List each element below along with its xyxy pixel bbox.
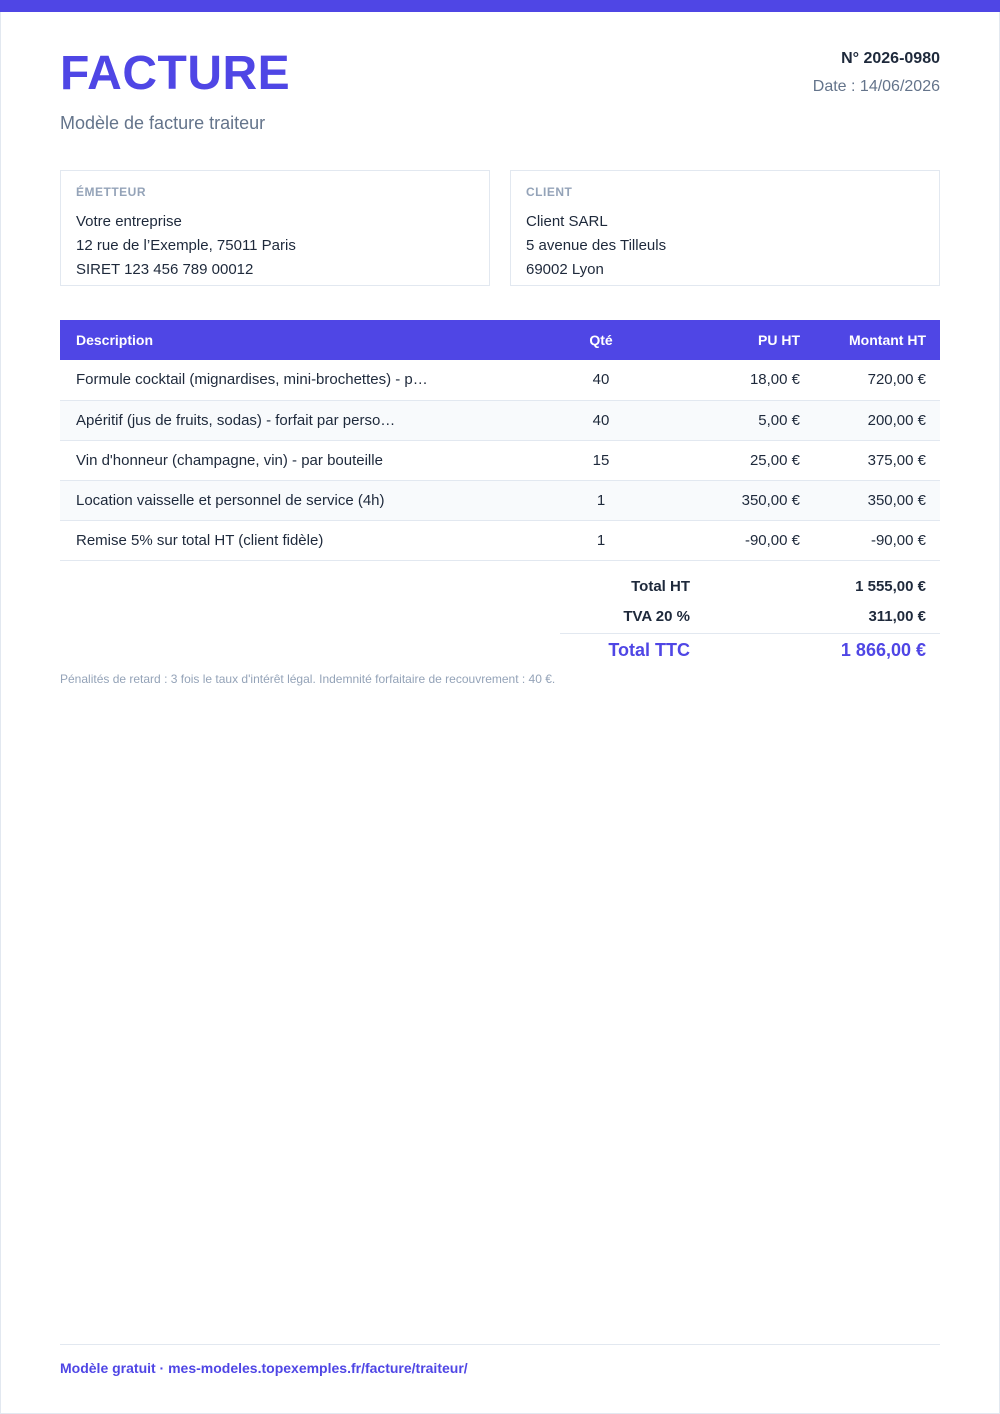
- row-unit-price: 5,00 €: [670, 400, 814, 440]
- total-ht-value: 1 555,00 €: [855, 578, 926, 595]
- row-amount: 350,00 €: [814, 480, 940, 520]
- issuer-line: Votre entreprise: [76, 213, 182, 230]
- issuer-box: [60, 170, 490, 286]
- header-qty: Qté: [530, 320, 670, 360]
- row-description: Formule cocktail (mignardises, mini-brochettes) - p…: [60, 360, 530, 400]
- client-box: [510, 170, 940, 286]
- total-ttc-value: 1 866,00 €: [840, 640, 926, 660]
- client-line: Client SARL: [526, 213, 608, 230]
- table-row: [60, 400, 940, 440]
- tva-label: TVA 20 %: [623, 608, 690, 625]
- total-ht-label: Total HT: [631, 578, 690, 595]
- issuer-line: 12 rue de l’Exemple, 75011 Paris: [76, 237, 296, 254]
- tva-value: 311,00 €: [868, 608, 926, 625]
- issuer-line: SIRET 123 456 789 00012: [76, 261, 254, 278]
- row-unit-price: 350,00 €: [670, 480, 814, 520]
- row-amount: 375,00 €: [814, 440, 940, 480]
- issuer-label: ÉMETTEUR: [76, 185, 146, 199]
- tva-row: [560, 602, 940, 632]
- header-amount: Montant HT: [814, 320, 940, 360]
- row-unit-price: 25,00 €: [670, 440, 814, 480]
- table-row: [60, 360, 940, 400]
- totals-block: [560, 572, 940, 664]
- total-ttc-row: [560, 633, 940, 664]
- row-unit-price: -90,00 €: [670, 520, 814, 560]
- invoice-title: FACTURE: [60, 47, 291, 100]
- row-amount: 200,00 €: [814, 400, 940, 440]
- line-items-table: [60, 320, 940, 561]
- footer-divider: [60, 1344, 940, 1345]
- row-description: Remise 5% sur total HT (client fidèle): [60, 520, 530, 560]
- accent-top-bar: [0, 0, 1000, 12]
- header-description: Description: [60, 320, 530, 360]
- client-line: 69002 Lyon: [526, 261, 604, 278]
- row-qty: 40: [530, 360, 670, 400]
- row-unit-price: 18,00 €: [670, 360, 814, 400]
- table-header-row: [60, 320, 940, 360]
- footer-link[interactable]: Modèle gratuit · mes-modeles.topexemples.fr/facture/traiteur/: [60, 1360, 468, 1376]
- row-amount: -90,00 €: [814, 520, 940, 560]
- row-qty: 1: [530, 480, 670, 520]
- header-unit-price: PU HT: [670, 320, 814, 360]
- payment-terms-note: Pénalités de retard : 3 fois le taux d'intérêt légal. Indemnité forfaitaire de recouvrement : 40 €.: [60, 672, 556, 686]
- row-amount: 720,00 €: [814, 360, 940, 400]
- table-row: [60, 520, 940, 560]
- row-description: Vin d'honneur (champagne, vin) - par bouteille: [60, 440, 530, 480]
- row-description: Apéritif (jus de fruits, sodas) - forfait par perso…: [60, 400, 530, 440]
- invoice-date: Date : 14/06/2026: [812, 78, 940, 95]
- client-label: CLIENT: [526, 185, 573, 199]
- table-row: [60, 440, 940, 480]
- row-qty: 1: [530, 520, 670, 560]
- client-line: 5 avenue des Tilleuls: [526, 237, 667, 254]
- invoice-subtitle: Modèle de facture traiteur: [60, 113, 266, 133]
- total-ttc-label: Total TTC: [608, 640, 690, 660]
- total-ht-row: [560, 572, 940, 602]
- row-qty: 15: [530, 440, 670, 480]
- invoice-number: N° 2026-0980: [841, 50, 940, 67]
- row-description: Location vaisselle et personnel de service (4h): [60, 480, 530, 520]
- row-qty: 40: [530, 400, 670, 440]
- table-row: [60, 480, 940, 520]
